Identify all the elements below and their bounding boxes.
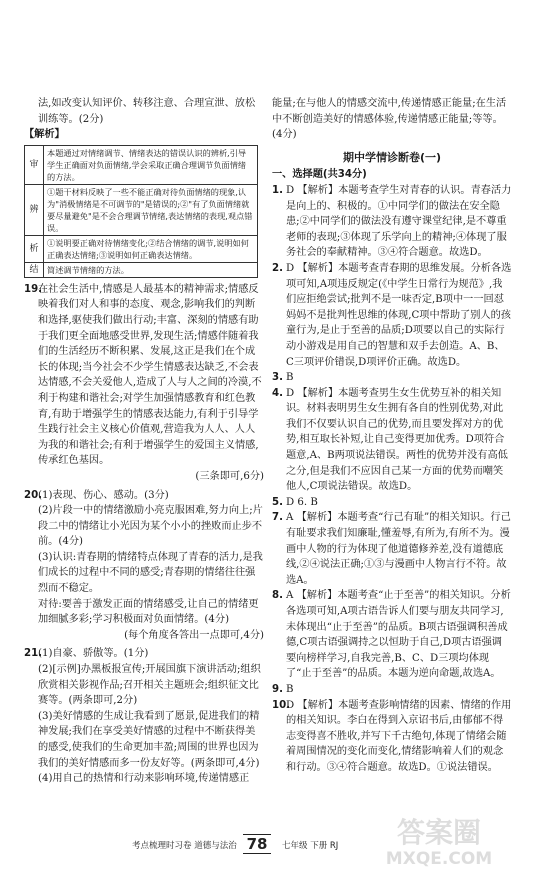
answer-part: (3)美好情感的生成让我看到了愿景,促进我们的精神发展;我们在享受美好情感的过程中不断获得美的感受,使我们的生命更加丰盈;周围的世界也因为我们的美好情感而多一份友好等。(两条即可,4分) [38,710,260,769]
answer-item [272,495,512,511]
table-row-text: ①题干材料反映了一些不能正确对待负面情绪的现象,认为"消极情绪是不可调节的"是错误的;②"有了负面情绪就要尽量避免"是不会合理调节情绪,表达情绪的表现,观点错误。 [44,184,258,235]
question-number: 1. [272,184,283,196]
answer-item [272,682,512,698]
section-heading: 一、选择题(共34分) [272,169,367,181]
table-row-label: 审 [25,145,44,184]
table-row-label: 结 [25,262,44,277]
analysis-table [24,145,258,278]
question-number: 9. [272,683,283,695]
answer-part: (1)表现、伤心、感动。(3分) [38,489,169,501]
question-21 [24,646,264,786]
answer-part: (3)认识:青春期的情绪特点体现了青春的活力,是我们成长的过程中不同的感受;青春期的情绪往往强烈而不稳定。 [38,551,263,595]
answer-item [272,510,512,588]
answer-part: (4)用自己的热情和行动来影响环境,传递情感正 [38,773,250,785]
left-column [24,96,264,787]
answer-text: A 【解析】本题考查“止于至善”的相关知识。分析各选项可知,A项古语告诉人们要与朋友共同学习,未体现出“止于至善”的品质。B项古语强调积善成德,C项古语强调持之以恒助于自己,D项古语强调要向榜样学习,自我完善,B、C、D三项均体现了“止于至善”的品质。本题为逆向命题,故选A。 [286,590,511,680]
answer-part: (2)[示例]办黑板报宣传;开展国旗下演讲活动;组织欣赏相关影视作品;召开相关主题班会;组织征文比赛等。(两条即可,2分) [38,664,261,707]
continued-text: 能量;在与他人的情感交流中,传递情感正能量;在生活中不断创造美好的情感体验,传递情感正能量;等等。(4分) [272,98,507,141]
answer-text: D 6. B [286,496,318,508]
page-number: 78 [243,834,271,854]
watermark-main-text: 答案圈 [396,816,482,849]
question-number: 3. [272,372,283,384]
table-row [25,145,258,184]
answer-text: B [286,683,294,695]
site-watermark-logo [354,808,524,870]
footer-book-title: 考点梳理时习卷 道德与法治 [132,841,237,851]
footer-grade: 七年级 下册 RJ [282,841,339,851]
answer-text: D 【解析】本题考查学生对青春的认识。青春活力是向上的、积极的。①中同学们的做法在安全隐患;②中同学们的做法没有遵守课堂纪律,是不尊重老师的表现;③体现了乐学向上的精神;④体现了服务社会的奉献精神。③④符合题意。故选D。 [286,184,512,259]
answer-item [272,386,512,495]
question-number: 5. [272,496,283,508]
analysis-label: 【解析】 [24,129,65,141]
answer-item [272,183,512,261]
question-number: 19. [24,283,43,295]
table-row-label: 析 [25,235,44,262]
table-row [25,235,258,262]
question-number: 4. [272,387,283,399]
score-note: (每个角度各答出一点即可,4分) [124,629,264,641]
answer-text: B [286,372,294,384]
answer-item [272,588,512,682]
table-row-text: 简述调节情绪的方法。 [44,262,258,277]
question-number: 20. [24,489,43,501]
watermark-url-text: MXQE.COM [385,849,493,869]
answer-part: (1)自豪、骄傲等。(1分) [38,648,149,660]
question-20 [24,488,264,644]
right-column [272,96,512,776]
table-row [25,184,258,235]
score-note: (三条即可,6分) [195,470,264,482]
answer-text: 在社会生活中,情感是人最基本的精神需求;情感反映着我们对人和事的态度、观念,影响我们的判断和选择,驱使我们做出行动;丰富、深刻的情感有助于我们更全面地感受世界,发现生活;情感伴随着我们的生活经历不断积累、发展,这正是我们在个成长的体现;当今社会不少学生情感表达缺乏,不会表达情感,不会关爱他人,造成了人与人之间的冷漠,不利于构建和谐社会;对学生加强情感教育和红色教育,有助于增强学生的情感表达能力,有利于引导学生践行社会主义核心价值观,营造我为人人、人人为我的和谐社会;有利于增强学生的爱国主义情感,传承红色基因。 [38,283,262,467]
table-row-label: 辨 [25,184,44,235]
table-row [25,262,258,277]
answer-item [272,698,512,776]
answer-text: D 【解析】本题考查男生女生优势互补的相关知识。材料表明男生女生拥有各自的性别优势,对此我们不仅要认识自己的优势,而且要发挥对方的优势,相互取长补短,让自己变得更加优秀。D项符合题意,A、B两项说法错误。两性的优势并没有高低之分,但是我们不应因自己某一方面的优势而嘲笑他人,C项说法错误。故选D。 [286,387,508,493]
question-number: 21. [24,648,43,660]
table-row-text: 本题通过对情绪调节、情绪表达的错误认识的辨析,引导学生正确面对负面情绪,学会采取正确合理调节负面情绪的方法。 [44,145,258,184]
answer-item [272,261,512,370]
question-number: 7. [272,512,283,524]
answer-part: (2)片段一中的情绪激励小亮克服困难,努力向上;片段二中的情绪让小光因为某个小小的挫败而止步不前。(4分) [38,505,263,548]
question-number: 10. [272,699,291,711]
answer-item [272,370,512,386]
table-row-text: ①说明要正确对待情绪变化;②结合情绪的调节,说明如何正确表达情绪;③说明如何正确表达情绪。 [44,235,258,262]
exam-title: 期中学情诊断卷(一) [342,150,442,164]
question-number: 2. [272,262,283,274]
answer-text: A 【解析】本题考查“行己有耻”的相关知识。行己有耻要求我们知廉耻,懂羞辱,有所为,有所不为。漫画中人物的行为体现了他道德修养差,没有道德底线,②④说法正确;①③与漫画中人物言行不符。故选A。 [286,512,511,586]
question-number: 8. [272,590,283,602]
answer-text: D 【解析】本题考查青春期的思维发展。分析各选项可知,A项违反规定(《中学生日常行为规范》,我们应拒绝尝试;批判不是一味否定,B项中一一回怼妈妈不是批判性思维的体现,C项中帮助了别人的孩童行为,是止于至善的品质;D项要以自己的实际行动小游戏是用自己的智慧和双手去创造。A、B、C三项评价错误,D项评价正确。故选D。 [286,262,512,368]
intro-text: 法,如改变认知评价、转移注意、合理宣泄、放松训练等。(2分) [38,98,256,125]
answer-part: 对待:要善于激发正面的情绪感受,让自己的情绪更加细腻多彩;学习积极面对负面情绪。(4分) [38,598,259,626]
question-19 [24,282,264,485]
answer-text: D 【解析】本题考查影响情绪的因素、情绪的作用的相关知识。李白在得到入京诏书后,由郁郁不得志变得喜不胜收,并写下千古绝句,体现了情绪会随着周围情况的变化而变化,情绪影响着人们的观念和行动。③④符合题意。故选D。①说法错误。 [286,699,512,773]
